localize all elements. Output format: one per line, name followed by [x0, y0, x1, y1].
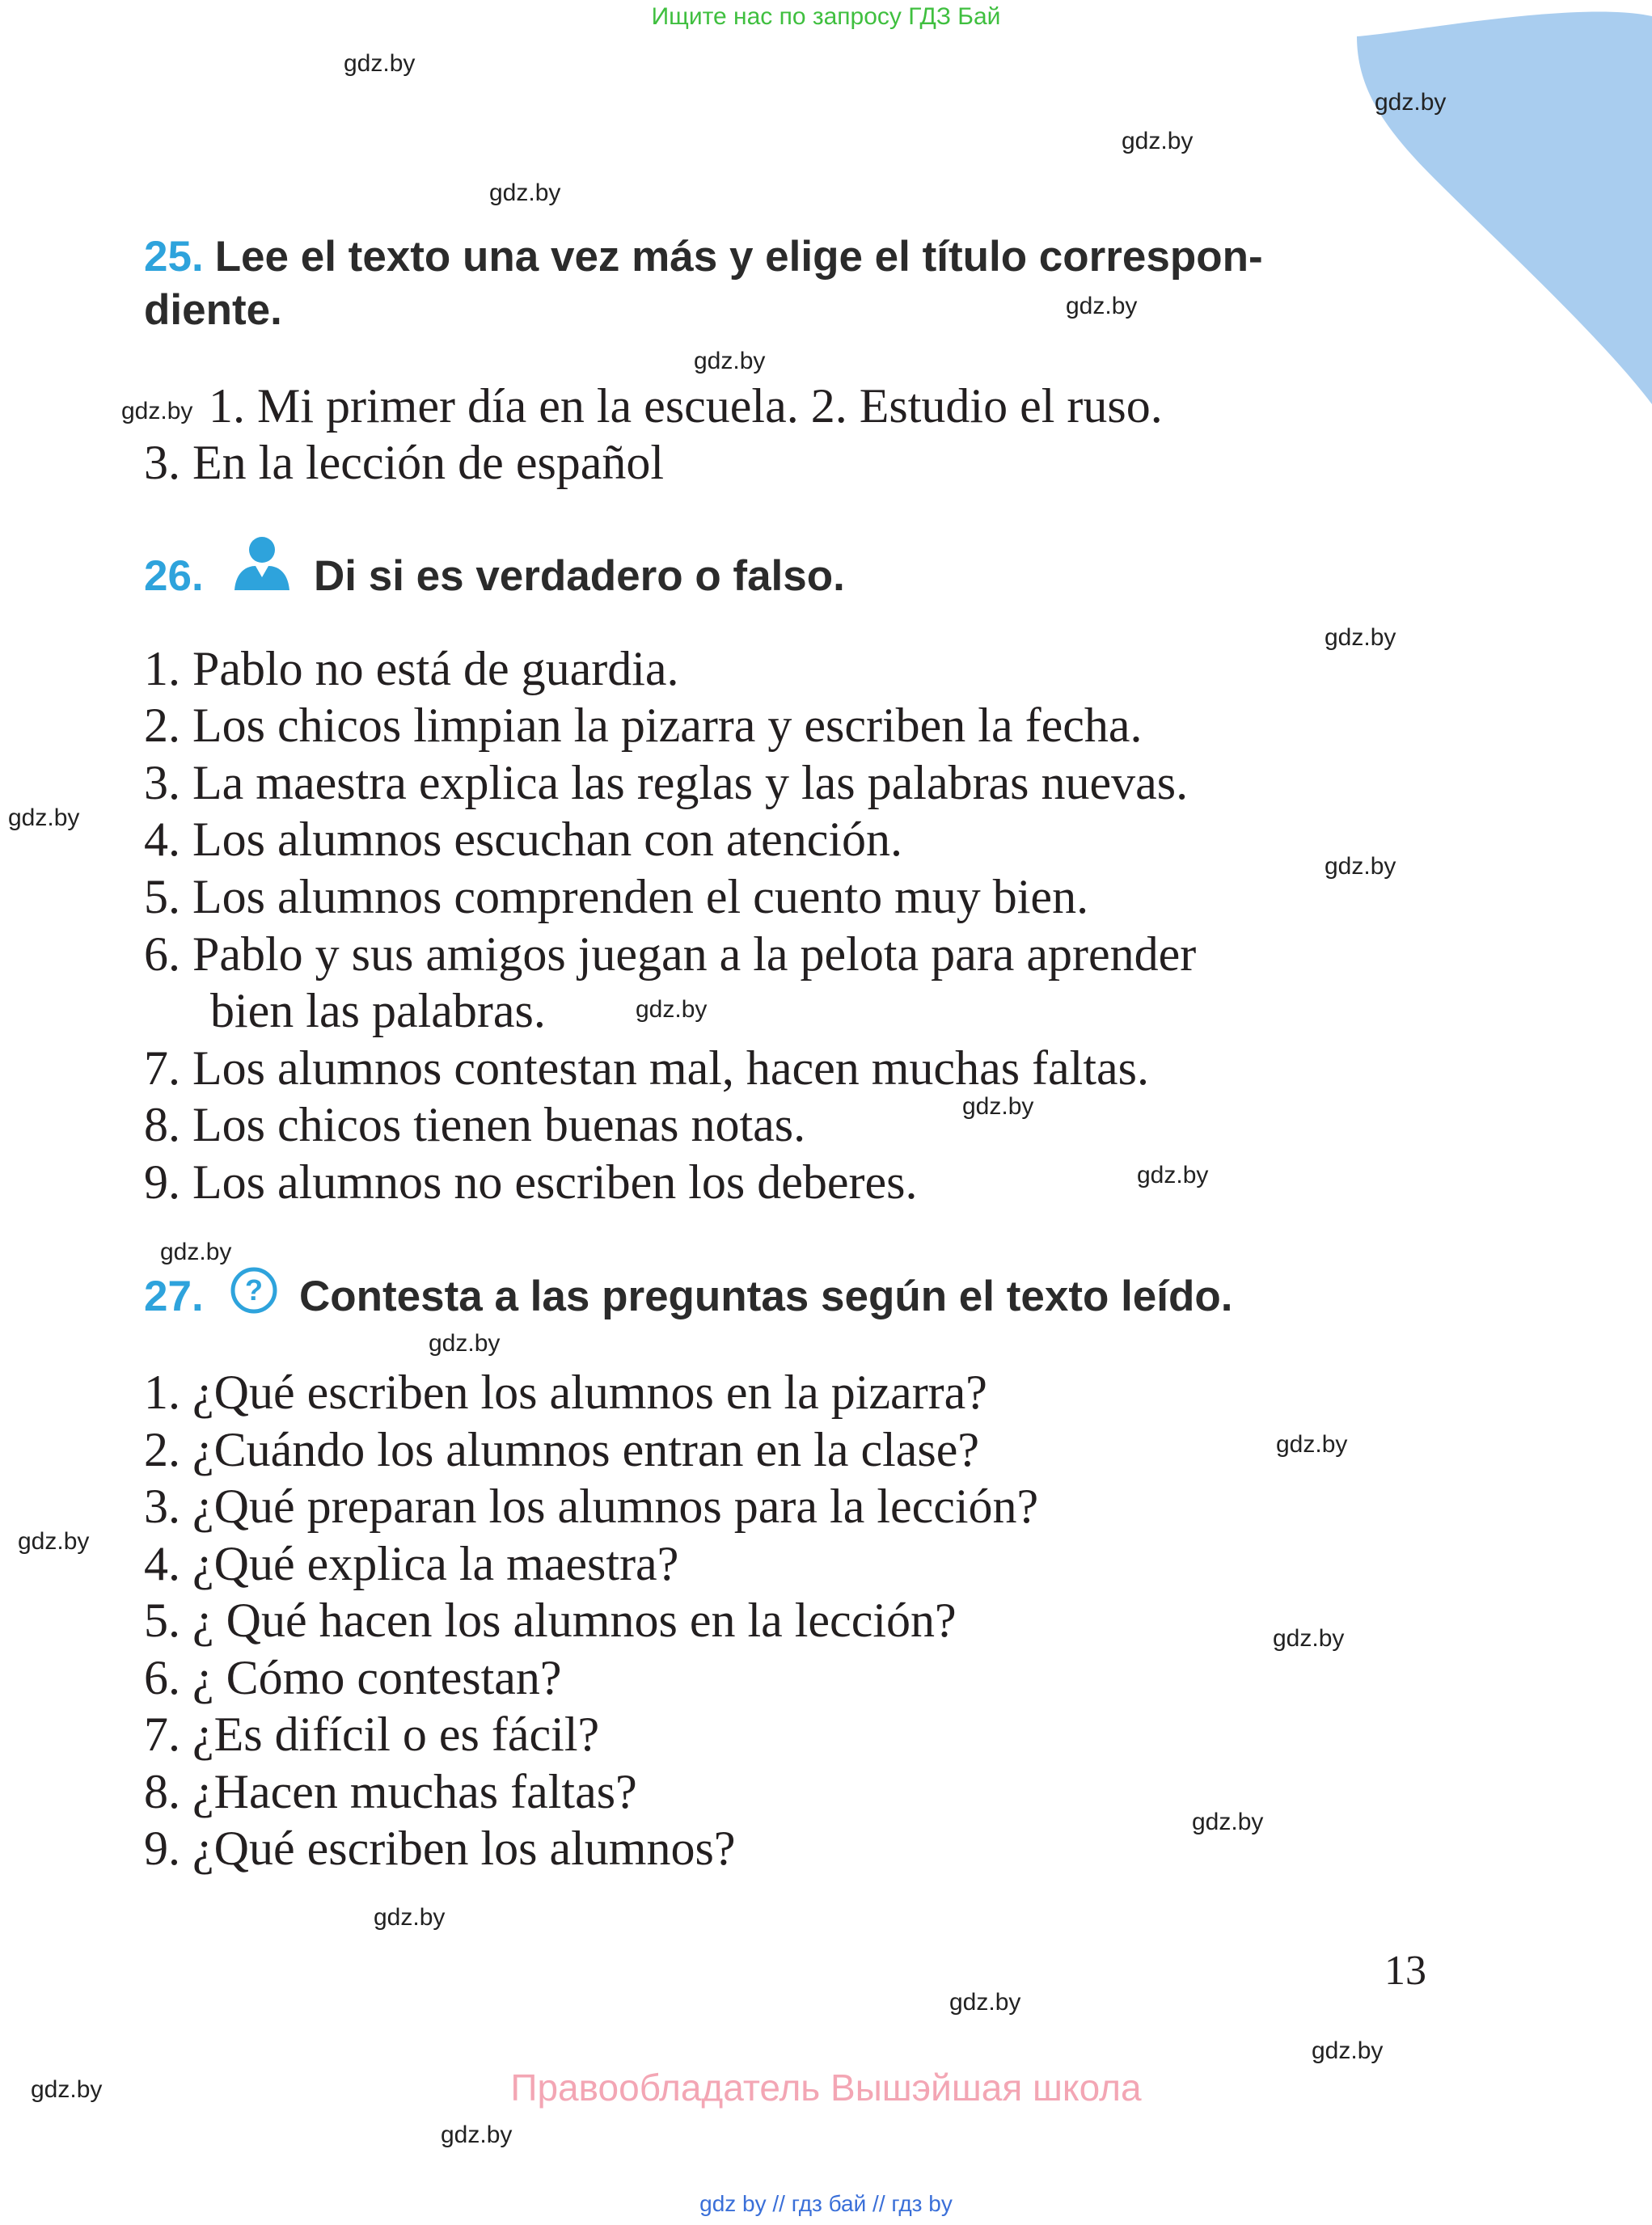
- list-item: 8. Los chicos tienen buenas notas.: [144, 1098, 806, 1151]
- exercise-25-heading-continued: diente.: [144, 286, 282, 334]
- watermark: gdz.by: [694, 348, 766, 374]
- watermark: gdz.by: [429, 1330, 501, 1357]
- exercise-instruction: Contesta a las preguntas según el texto leído.: [299, 1273, 1233, 1320]
- watermark: gdz.by: [962, 1093, 1034, 1120]
- list-item: 4. Los alumnos escuchan con atención.: [144, 813, 903, 866]
- watermark: gdz.by: [1192, 1809, 1264, 1835]
- person-icon: [230, 534, 294, 592]
- watermark: gdz.by: [636, 996, 708, 1023]
- rights-holder: Правообладатель Вышэйшая школа: [510, 2067, 1142, 2109]
- exercise-25-heading: [144, 232, 1263, 281]
- exercise-instruction: Di si es verdadero o falso.: [314, 552, 845, 600]
- exercise-number: 25.: [144, 233, 204, 281]
- list-item: 9. ¿Qué escriben los alumnos?: [144, 1822, 736, 1875]
- list-item: 7. ¿Es difícil o es fácil?: [144, 1708, 600, 1761]
- page-number: 13: [1384, 1948, 1426, 1994]
- exercise-instruction: Lee el texto una vez más y elige el título correspon-: [214, 233, 1263, 281]
- watermark: gdz.by: [8, 804, 80, 831]
- watermark: gdz.by: [1312, 2037, 1384, 2064]
- list-item: 1. Pablo no está de guardia.: [144, 642, 679, 695]
- watermark: gdz.by: [949, 1989, 1021, 2016]
- watermark: gdz.by: [160, 1239, 232, 1265]
- watermark: gdz.by: [121, 398, 193, 424]
- exercise-number: 26.: [144, 552, 204, 600]
- watermark: gdz.by: [374, 1904, 446, 1931]
- list-item: 3. En la lección de español: [144, 436, 665, 489]
- footer-links[interactable]: gdz by // гдз бай // гдз by: [699, 2191, 953, 2216]
- list-item-continued: bien las palabras.: [210, 984, 546, 1037]
- list-item: 2. ¿Cuándo los alumnos entran en la clase?: [144, 1423, 980, 1476]
- watermark: gdz.by: [1325, 624, 1396, 651]
- svg-text:?: ?: [245, 1273, 263, 1307]
- corner-decoration: [1312, 0, 1652, 404]
- exercise-26-heading: [144, 551, 215, 601]
- list-item: 5. ¿ Qué hacen los alumnos en la lección?: [144, 1594, 957, 1647]
- list-item: 6. Pablo y sus amigos juegan a la pelota para aprender: [144, 927, 1197, 981]
- watermark: gdz.by: [1375, 89, 1447, 116]
- watermark: gdz.by: [1276, 1431, 1348, 1458]
- exercise-27-heading: [144, 1272, 215, 1321]
- watermark: gdz.by: [1273, 1625, 1345, 1652]
- list-item: 1. Mi primer día en la escuela. 2. Estudio el ruso.: [209, 379, 1163, 433]
- list-item: 7. Los alumnos contestan mal, hacen muchas faltas.: [144, 1041, 1149, 1095]
- watermark: gdz.by: [489, 179, 561, 206]
- question-icon: [230, 1266, 278, 1315]
- list-item: 3. ¿Qué preparan los alumnos para la lección?: [144, 1480, 1039, 1533]
- watermark: gdz.by: [1325, 853, 1396, 880]
- watermark: gdz.by: [441, 2122, 513, 2148]
- top-banner: Ищите нас по запросу ГДЗ Бай: [651, 3, 1001, 30]
- watermark: gdz.by: [1137, 1162, 1209, 1188]
- list-item: 6. ¿ Cómo contestan?: [144, 1651, 562, 1704]
- list-item: 5. Los alumnos comprenden el cuento muy bien.: [144, 870, 1089, 923]
- watermark: gdz.by: [1066, 293, 1138, 319]
- watermark: gdz.by: [344, 50, 416, 77]
- watermark: gdz.by: [1122, 128, 1194, 154]
- exercise-number: 27.: [144, 1273, 204, 1320]
- list-item: 1. ¿Qué escriben los alumnos en la pizarra?: [144, 1366, 987, 1419]
- list-item: 4. ¿Qué explica la maestra?: [144, 1537, 679, 1590]
- watermark: gdz.by: [31, 2076, 103, 2103]
- watermark: gdz.by: [18, 1528, 90, 1555]
- list-item: 2. Los chicos limpian la pizarra y escriben la fecha.: [144, 699, 1143, 752]
- list-item: 9. Los alumnos no escriben los deberes.: [144, 1155, 918, 1209]
- list-item: 3. La maestra explica las reglas y las palabras nuevas.: [144, 756, 1189, 809]
- list-item: 8. ¿Hacen muchas faltas?: [144, 1765, 637, 1818]
